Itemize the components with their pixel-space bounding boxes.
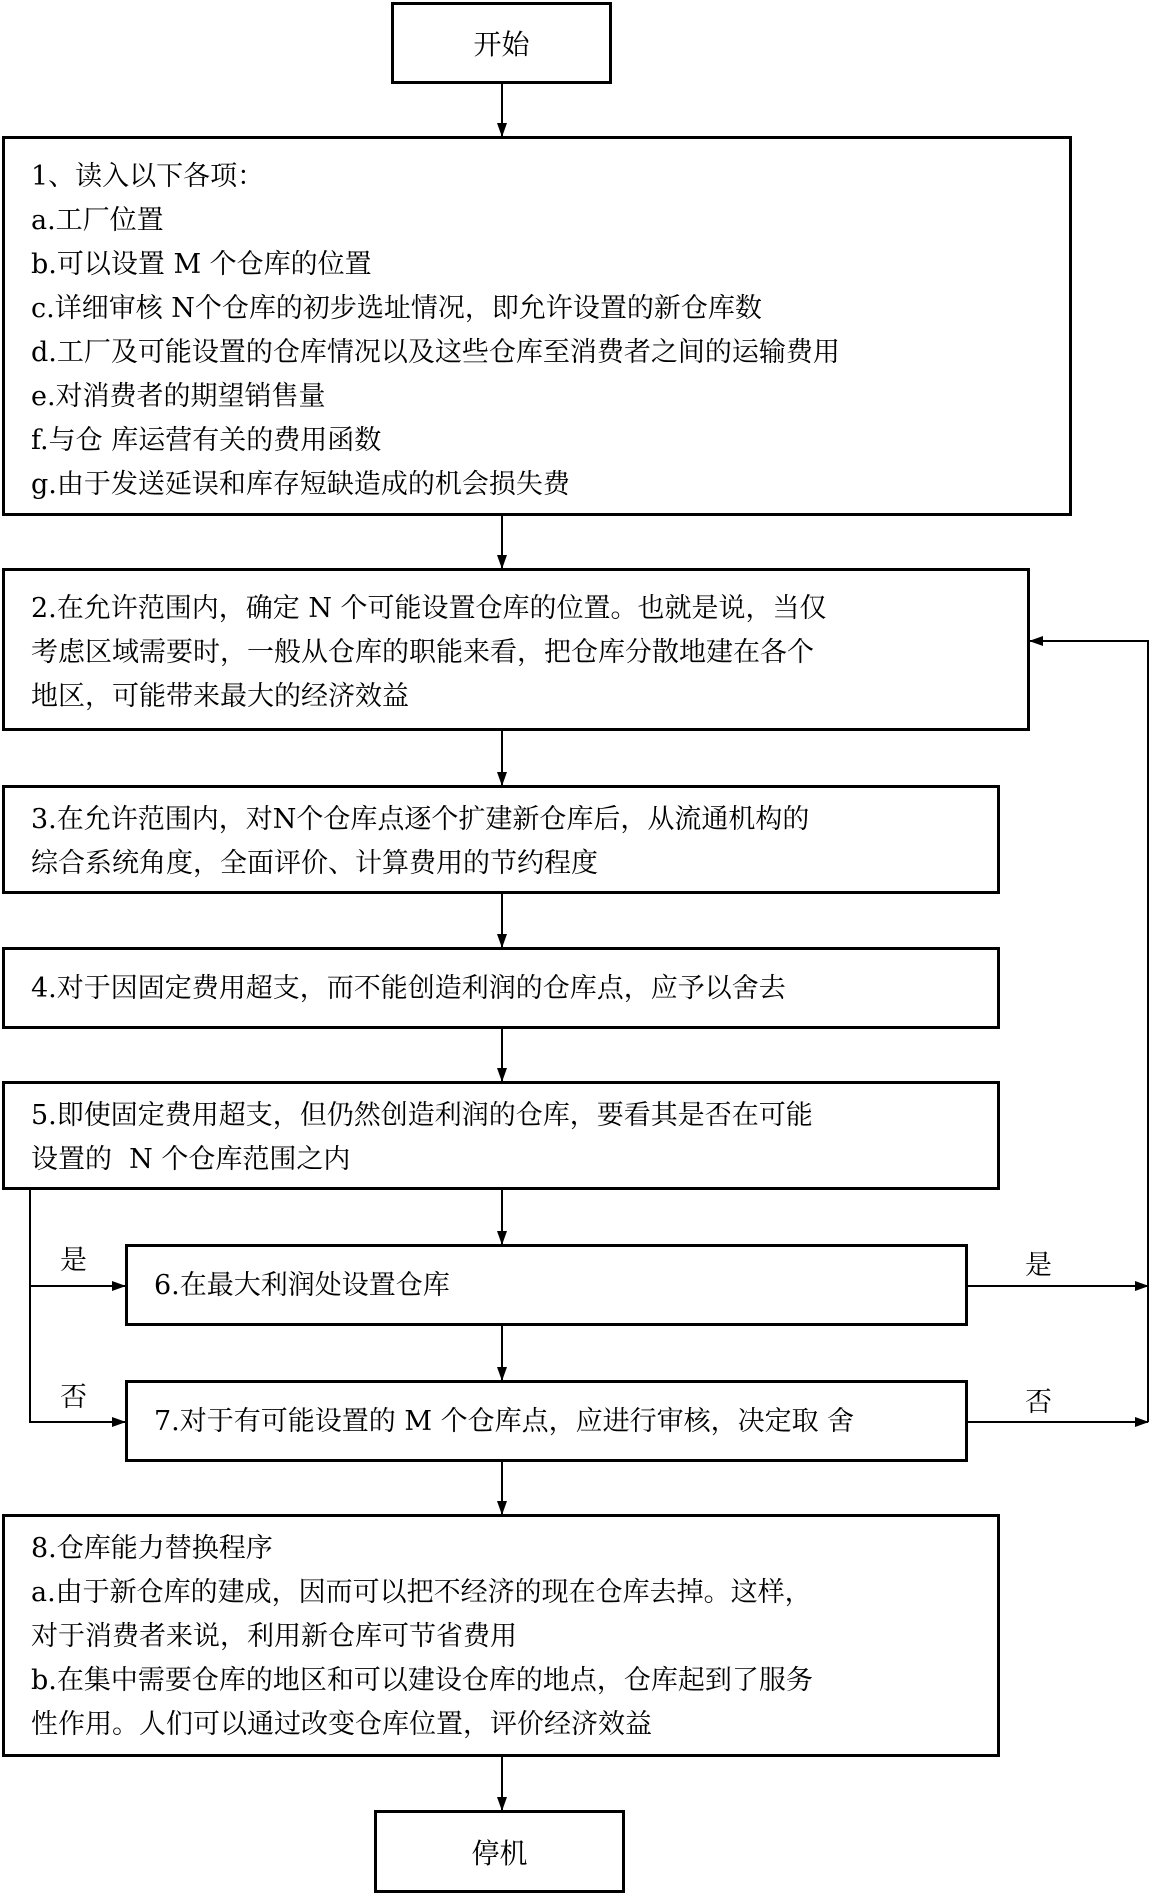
step4-line: 4.对于因固定费用超支，而不能创造利润的仓库点，应予以舍去 — [31, 973, 786, 1004]
step3-box — [2, 785, 1000, 894]
step2-box — [2, 568, 1030, 731]
start-node — [391, 2, 612, 84]
step2-line: 考虑区域需要时，一般从仓库的职能来看，把仓库分散地建在各个 — [31, 637, 814, 668]
step2-line: 地区，可能带来最大的经济效益 — [31, 681, 409, 712]
step1-item: e.对消费者的期望销售量 — [31, 381, 326, 412]
step8-box — [2, 1514, 1000, 1757]
step1-title: 1、读入以下各项： — [31, 161, 265, 192]
step5-line: 5.即使固定费用超支，但仍然创造利润的仓库，要看其是否在可能 — [31, 1100, 813, 1131]
end-label: 停机 — [471, 1836, 528, 1870]
step1-box — [2, 136, 1072, 516]
step1-item: a.工厂位置 — [31, 205, 164, 236]
step8-line: 性作用。人们可以通过改变仓库位置，评价经济效益 — [31, 1709, 652, 1740]
step8-line: 8.仓库能力替换程序 — [31, 1533, 273, 1564]
end-node — [374, 1810, 625, 1893]
step2-line: 2.在允许范围内，确定 N 个可能设置仓库的位置。也就是说，当仅 — [31, 593, 827, 624]
loop-back-to-step2 — [1030, 641, 1148, 1422]
step5-box — [2, 1081, 1000, 1190]
step6-text: 6.在最大利润处设置仓库 — [154, 1270, 450, 1301]
step8-line: b.在集中需要仓库的地区和可以建设仓库的地点，仓库起到了服务 — [31, 1665, 813, 1696]
step8-line: 对于消费者来说，利用新仓库可节省费用 — [31, 1621, 517, 1652]
step8-line: a.由于新仓库的建成，因而可以把不经济的现在仓库去掉。这样， — [31, 1577, 812, 1608]
step4-box — [2, 947, 1000, 1029]
step7-box — [125, 1380, 968, 1462]
step1-item: c.详细审核 N个仓库的初步选址情况，即允许设置的新仓库数 — [31, 293, 762, 324]
step7-text: 7.对于有可能设置的 M 个仓库点，应进行审核，决定取 舍 — [154, 1406, 855, 1437]
step1-item: g.由于发送延误和库存短缺造成的机会损失费 — [31, 469, 570, 500]
step1-item: d.工厂及可能设置的仓库情况以及这些仓库至消费者之间的运输费用 — [31, 337, 840, 368]
label-yes-right: 是 — [1025, 1250, 1052, 1281]
step1-item: b.可以设置 M 个仓库的位置 — [31, 249, 372, 280]
label-yes-left: 是 — [60, 1245, 87, 1276]
label-no-left: 否 — [60, 1382, 87, 1413]
step6-box — [125, 1244, 968, 1326]
step3-line: 综合系统角度，全面评价、计算费用的节约程度 — [31, 848, 598, 879]
step5-line: 设置的 N 个仓库范围之内 — [31, 1144, 351, 1175]
start-label: 开始 — [473, 28, 530, 61]
step3-line: 3.在允许范围内，对N个仓库点逐个扩建新仓库后，从流通机构的 — [31, 804, 810, 835]
label-no-right: 否 — [1025, 1387, 1052, 1418]
step1-item: f.与仓 库运营有关的费用函数 — [31, 425, 382, 456]
